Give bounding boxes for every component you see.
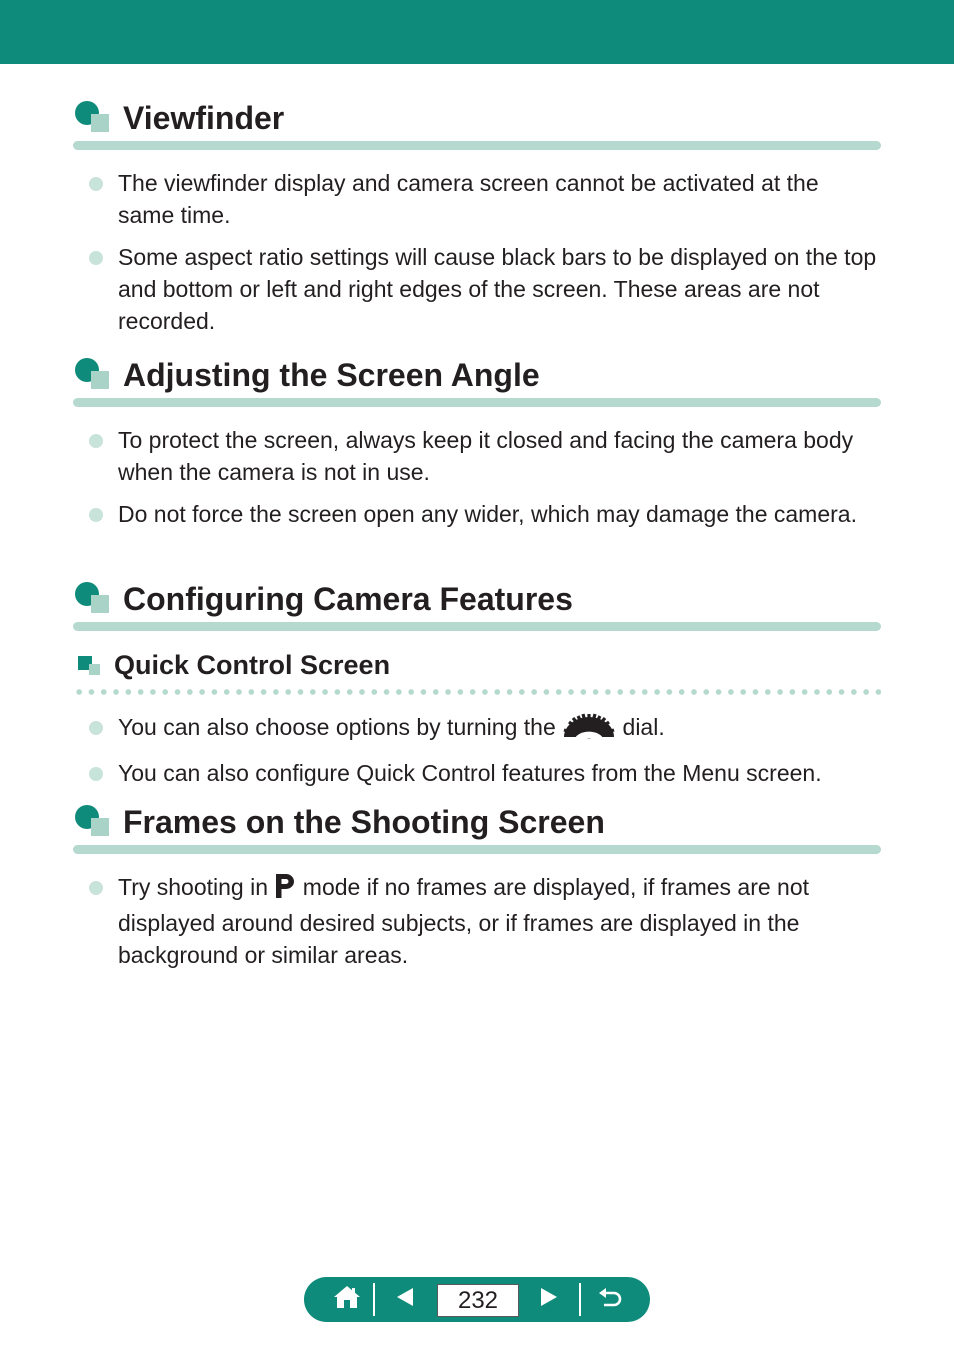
bullet-text: Try shooting in — [118, 874, 268, 900]
section-screen-angle — [73, 355, 881, 527]
bullet-text: mode if no frames are displayed, if frames are not displayed around desired subjects, or if frames are displayed in the background or similar areas. — [118, 874, 810, 968]
section-viewfinder — [73, 98, 881, 334]
subsection-title: Quick Control Screen — [114, 650, 391, 680]
list-item — [73, 757, 881, 789]
bullet-dot-icon — [89, 251, 103, 265]
nav-separator — [373, 1283, 375, 1316]
dotted-rule — [73, 689, 881, 695]
section-rule — [73, 845, 881, 854]
bullet-text: You can also choose options by turning the — [118, 714, 556, 740]
section-bullet-icon — [75, 805, 111, 835]
section-bullet-icon — [75, 358, 111, 388]
subsection-bullet-icon — [78, 656, 102, 676]
section-heading — [73, 355, 881, 395]
section-rule — [73, 622, 881, 631]
list-item — [73, 167, 881, 231]
section-bullet-icon — [75, 101, 111, 131]
next-page-button[interactable] — [523, 1277, 575, 1322]
nav-separator — [579, 1283, 581, 1316]
bullet-dot-icon — [89, 508, 103, 522]
list-item — [73, 711, 881, 747]
section-rule — [73, 141, 881, 150]
subsection-heading — [73, 648, 881, 684]
bullet-dot-icon — [89, 721, 103, 735]
bullet-list — [73, 424, 881, 540]
section-camera-features — [73, 579, 881, 619]
bullet-text: To protect the screen, always keep it closed and facing the camera body when the camera is not in use. — [118, 427, 854, 485]
bullet-list — [73, 711, 881, 799]
home-button[interactable] — [322, 1277, 372, 1322]
subsection-quick-control — [73, 648, 881, 786]
page-navigation — [304, 1277, 650, 1322]
bullet-dot-icon — [89, 767, 103, 781]
bullet-text: dial. — [622, 714, 665, 740]
section-bullet-icon — [75, 582, 111, 612]
p-mode-icon — [274, 873, 296, 907]
bullet-list — [73, 167, 881, 347]
main-dial-icon — [562, 713, 616, 747]
bullet-dot-icon — [89, 881, 103, 895]
section-heading — [73, 802, 881, 842]
section-heading — [73, 98, 881, 138]
next-page-icon — [539, 1287, 559, 1312]
section-title: Adjusting the Screen Angle — [123, 357, 540, 393]
bullet-list — [73, 871, 881, 981]
list-item — [73, 871, 881, 971]
list-item — [73, 498, 881, 530]
section-title: Viewfinder — [123, 100, 285, 136]
top-banner — [0, 0, 954, 64]
list-item — [73, 241, 881, 337]
section-title: Frames on the Shooting Screen — [123, 804, 605, 840]
section-title: Configuring Camera Features — [123, 581, 573, 617]
bullet-text: The viewfinder display and camera screen cannot be activated at the same time. — [118, 170, 819, 228]
section-frames — [73, 802, 881, 968]
return-icon — [598, 1286, 624, 1313]
bullet-text: Some aspect ratio settings will cause black bars to be displayed on the top and bottom or left and right edges of the screen. These areas are not recorded. — [118, 244, 877, 334]
bullet-text: Do not force the screen open any wider, which may damage the camera. — [118, 501, 857, 527]
section-rule — [73, 398, 881, 407]
section-heading — [73, 579, 881, 619]
bullet-text: You can also configure Quick Control features from the Menu screen. — [118, 760, 822, 786]
previous-page-button[interactable] — [379, 1277, 431, 1322]
bullet-dot-icon — [89, 434, 103, 448]
page-number: 232 — [437, 1284, 519, 1317]
previous-page-icon — [395, 1287, 415, 1312]
home-icon — [333, 1285, 361, 1314]
return-button[interactable] — [585, 1277, 637, 1322]
bullet-dot-icon — [89, 177, 103, 191]
list-item — [73, 424, 881, 488]
